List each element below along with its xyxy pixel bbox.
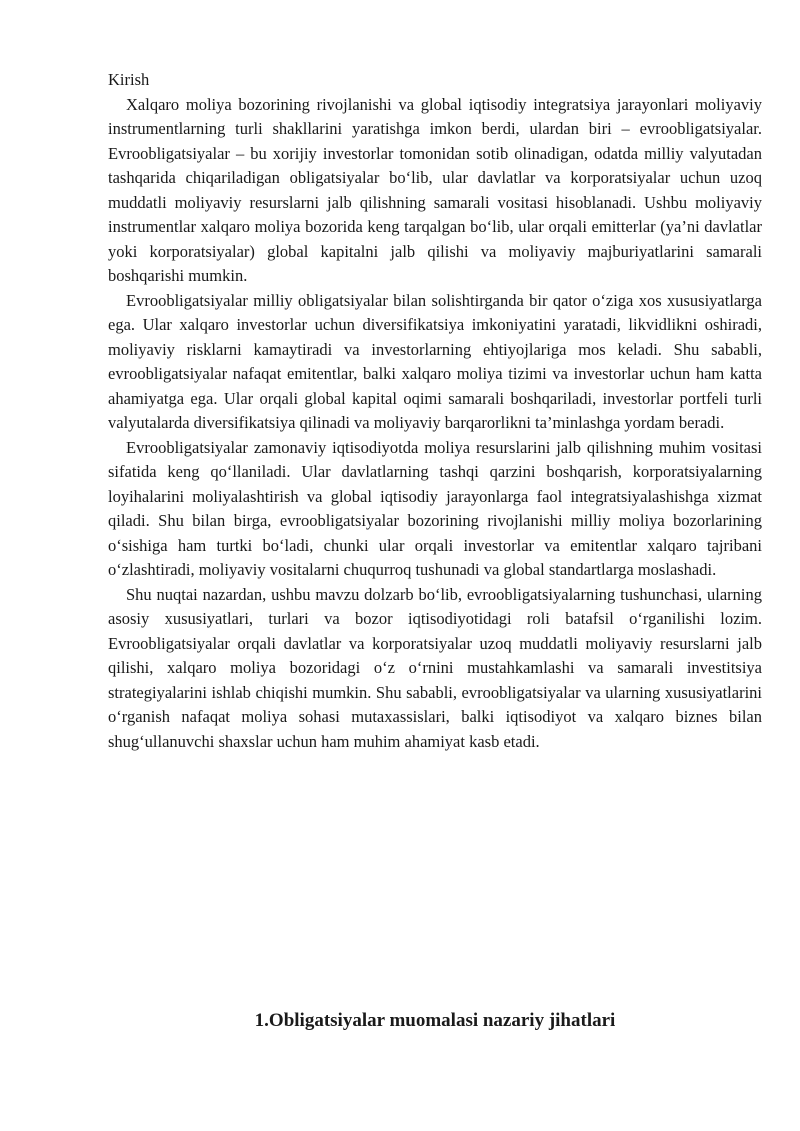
paragraph-4: Shu nuqtai nazardan, ushbu mavzu dolzarb bo‘lib, evroobligatsiyalarning tushunchasi, ularning asosiy xususiyatlari, turlari va bozor iqtisodiyotidagi roli batafsil o‘rganilishi lozim. Evroobligatsiyalar orqali davlatlar va korporatsiyalar uzoq muddatli moliyaviy resurslarni jalb qilishi, xalqaro moliya bozoridagi o‘z o‘rnini mustahkamlashi va samarali investitsiya strategiyalarini ishlab chiqishi mumkin. Shu sababli, evroobligatsiyalar va ularning xususiyatlarini o‘rganish nafaqat moliya sohasi mutaxassislari, balki iqtisodiyot va xalqaro biznes bilan shug‘ullanuvchi shaxslar uchun ham muhim ahamiyat kasb etadi.	[108, 584, 762, 751]
intro-heading: Kirish	[108, 70, 150, 89]
section-title: 1.Obligatsiyalar muomalasi nazariy jihatlari	[254, 1010, 616, 1031]
paragraph-3: Evroobligatsiyalar zamonaviy iqtisodiyotda moliya resurslarini jalb qilishning muhim vositasi sifatida keng qo‘llaniladi. Ular davlatlarning tashqi qarzini boshqarish, korporatsiyalarning loyihalarini moliyalashtirish va global iqtisodiy jarayonlarga faol integratsiyalashishga xizmat qiladi. Shu bilan birga, evroobligatsiyalar bozorining rivojlanishi milliy moliya bozorlarining o‘sishiga ham turtki bo‘ladi, chunki ular orqali investorlar va emitentlar xalqaro tajribani o‘zlashtiradi, moliyaviy vositalarni chuqurroq tushunadi va global standartlarga moslashadi.	[108, 437, 762, 579]
document-body	[108, 68, 762, 754]
paragraph-2: Evroobligatsiyalar milliy obligatsiyalar bilan solishtirganda bir qator o‘ziga xos xususiyatlarga ega. Ular xalqaro investorlar uchun diversifikatsiya imkoniyatini yaratadi, likvidlikni oshiradi, moliyaviy risklarni kamaytiradi va investorlarning ehtiyojlariga mos keladi. Shu sababli, evroobligatsiyalar nafaqat emitentlar, balki xalqaro moliya tizimi va investorlar uchun ham katta ahamiyatga ega. Ular orqali global kapital oqimi samarali boshqariladi, investorlar portfeli turli valyutalarda diversifikatsiya qilinadi va moliyaviy barqarorlikni ta’minlashga yordam beradi.	[108, 290, 762, 432]
paragraph-1: Xalqaro moliya bozorining rivojlanishi va global iqtisodiy integratsiya jarayonlari moliyaviy instrumentlarning turli shakllarini yaratishga imkon berdi, ulardan biri – evroobligatsiyalar. Evroobligatsiyalar – bu xorijiy investorlar tomonidan sotib olinadigan, odatda milliy valyutadan tashqarida chiqariladigan obligatsiyalar bo‘lib, ular davlatlar va korporatsiyalar uchun uzoq muddatli moliyaviy resurslarni jalb qilishning samarali vositasi hisoblanadi. Ushbu moliyaviy instrumentlar xalqaro moliya bozorida keng tarqalgan bo‘lib, ular orqali emitterlar (ya’ni davlatlar yoki korporatsiyalar) global kapitalni jalb qilishi va moliyaviy majburiyatlarini samarali boshqarishi mumkin.	[108, 94, 762, 285]
